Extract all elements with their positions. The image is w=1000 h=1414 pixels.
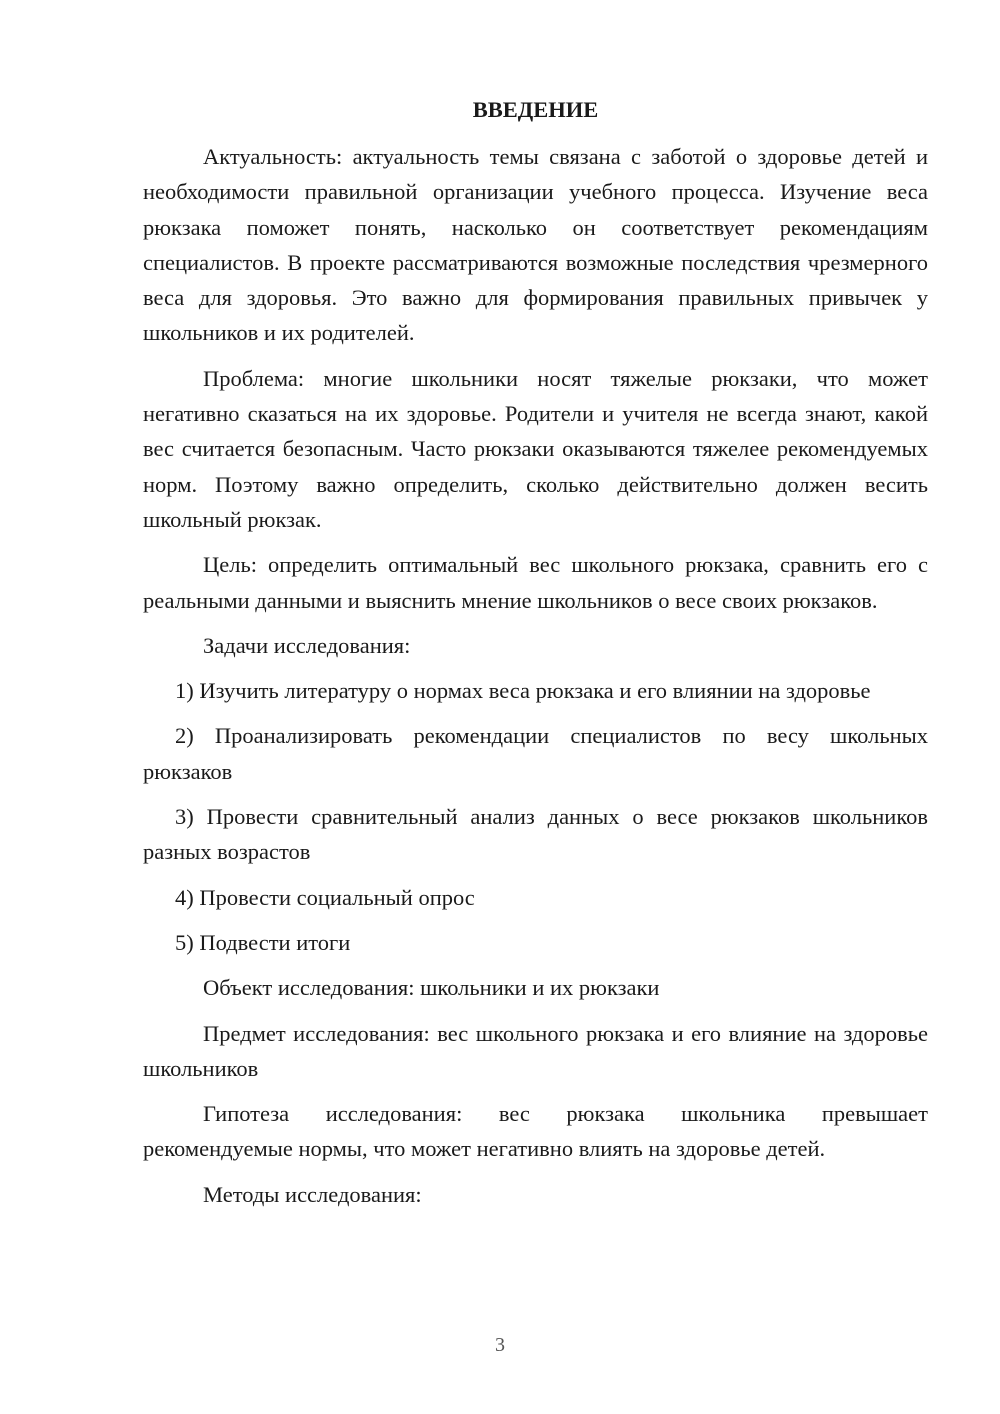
task-item: 2) Проанализировать рекомендации специалистов по весу школьных рюкзаков xyxy=(143,723,928,784)
hypothesis-paragraph: Гипотеза исследования: вес рюкзака школьника превышает рекомендуемые нормы, что может негативно влиять на здоровье детей. xyxy=(143,1101,928,1162)
problem-paragraph: Проблема: многие школьники носят тяжелые рюкзаки, что может негативно сказаться на их здоровье. Родители и учителя не всегда знают, какой вес считается безопасным. Часто рюкзаки оказываются тяжелее рекомендуемых норм. Поэтому важно определить, сколько действительно должен весить школьный рюкзак. xyxy=(143,365,928,532)
section-title: ВВЕДЕНИЕ xyxy=(472,97,599,122)
task-item: 3) Провести сравнительный анализ данных о весе рюкзаков школьников разных возрастов xyxy=(143,804,928,865)
tasks-heading: Задачи исследования: xyxy=(203,632,411,658)
task-item: 4) Провести социальный опрос xyxy=(175,884,475,910)
task-item: 5) Подвести итоги xyxy=(175,929,351,955)
methods-heading: Методы исследования: xyxy=(203,1181,422,1207)
task-item: 1) Изучить литературу о нормах веса рюкзака и его влиянии на здоровье xyxy=(175,678,871,704)
page-number: 3 xyxy=(495,1334,505,1356)
document-page xyxy=(143,92,928,1222)
subject-paragraph: Предмет исследования: вес школьного рюкзака и его влияние на здоровье школьников xyxy=(143,1020,928,1081)
relevance-paragraph: Актуальность: актуальность темы связана с заботой о здоровье детей и необходимости правильной организации учебного процесса. Изучение веса рюкзака поможет понять, насколько он соответствует рекомендациям специалистов. В проекте рассматриваются возможные последствия чрезмерного веса для здоровья. Это важно для формирования правильных привычек у школьников и их родителей. xyxy=(143,144,928,346)
object-paragraph: Объект исследования: школьники и их рюкзаки xyxy=(203,975,660,1001)
goal-paragraph: Цель: определить оптимальный вес школьного рюкзака, сравнить его с реальными данными и выяснить мнение школьников о весе своих рюкзаков. xyxy=(143,552,928,613)
